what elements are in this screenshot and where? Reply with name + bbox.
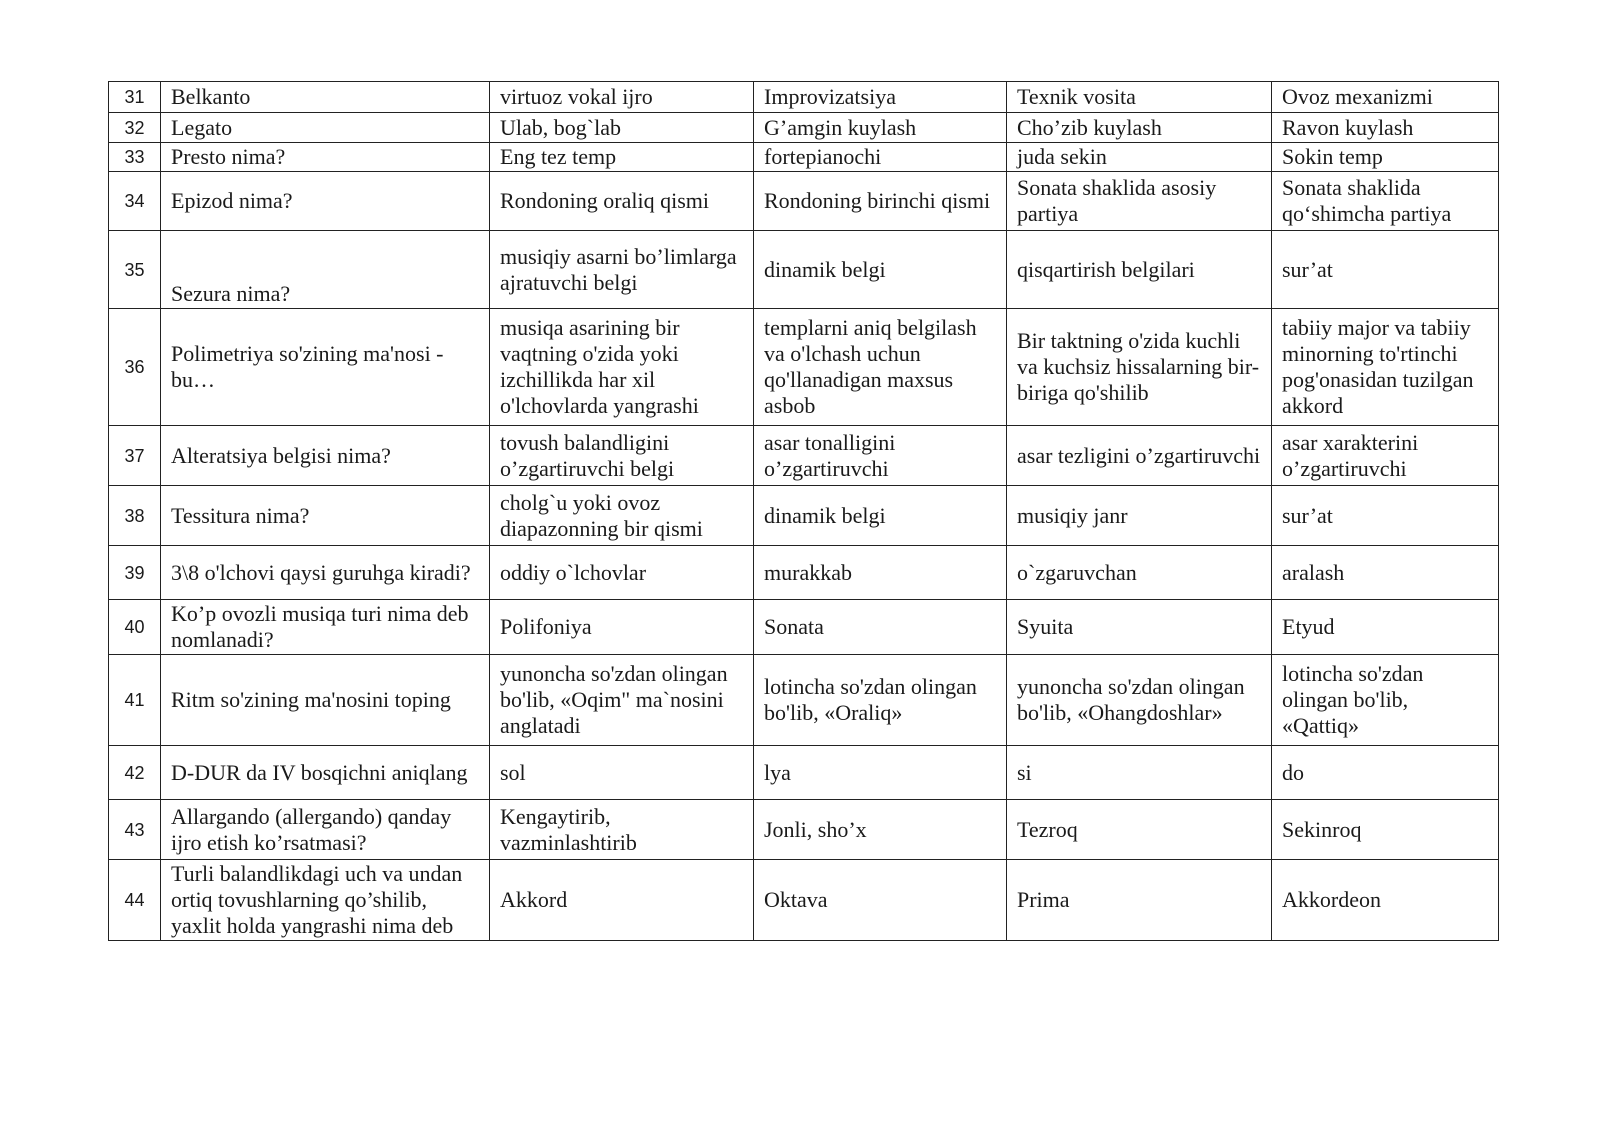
answer-d-cell: aralash xyxy=(1272,546,1499,600)
answer-c-cell: si xyxy=(1007,746,1272,800)
table-row xyxy=(109,231,1499,309)
answer-c-cell: Syuita xyxy=(1007,600,1272,655)
answer-c-cell: Bir taktning o'zida kuchli va kuchsiz hissalarning bir-biriga qo'shilib xyxy=(1007,309,1272,426)
row-number: 31 xyxy=(109,82,161,113)
answer-a-cell: Kengaytirib, vazminlashtirib xyxy=(490,800,754,860)
question-cell: Ritm so'zining ma'nosini toping xyxy=(161,655,490,746)
table-row xyxy=(109,172,1499,231)
answer-d-cell: sur’at xyxy=(1272,231,1499,309)
row-number: 40 xyxy=(109,600,161,655)
answer-d-cell: sur’at xyxy=(1272,486,1499,546)
question-cell: Ko’p ovozli musiqa turi nima deb nomlanadi? xyxy=(161,600,490,655)
answer-b-cell: Sonata xyxy=(754,600,1007,655)
row-number: 38 xyxy=(109,486,161,546)
row-number: 42 xyxy=(109,746,161,800)
answer-b-cell: templarni aniq belgilash va o'lchash uchun qo'llanadigan maxsus asbob xyxy=(754,309,1007,426)
answer-a-cell: virtuoz vokal ijro xyxy=(490,82,754,113)
table-row xyxy=(109,82,1499,113)
answer-c-cell: juda sekin xyxy=(1007,143,1272,172)
row-number: 41 xyxy=(109,655,161,746)
answer-a-cell: Akkord xyxy=(490,860,754,941)
quiz-table xyxy=(108,81,1499,941)
answer-b-cell: dinamik belgi xyxy=(754,231,1007,309)
answer-b-cell: lya xyxy=(754,746,1007,800)
question-cell: Alteratsiya belgisi nima? xyxy=(161,426,490,486)
answer-d-cell: Akkordeon xyxy=(1272,860,1499,941)
answer-a-cell: musiqiy asarni bo’limlarga ajratuvchi belgi xyxy=(490,231,754,309)
table-row xyxy=(109,800,1499,860)
answer-c-cell: Prima xyxy=(1007,860,1272,941)
answer-a-cell: cholg`u yoki ovoz diapazonning bir qismi xyxy=(490,486,754,546)
question-cell: Legato xyxy=(161,113,490,143)
answer-b-cell: dinamik belgi xyxy=(754,486,1007,546)
answer-c-cell: Cho’zib kuylash xyxy=(1007,113,1272,143)
row-number: 44 xyxy=(109,860,161,941)
answer-d-cell: Sekinroq xyxy=(1272,800,1499,860)
answer-b-cell: murakkab xyxy=(754,546,1007,600)
answer-c-cell: qisqartirish belgilari xyxy=(1007,231,1272,309)
row-number: 33 xyxy=(109,143,161,172)
answer-d-cell: Ovoz mexanizmi xyxy=(1272,82,1499,113)
answer-c-cell: Sonata shaklida asosiy partiya xyxy=(1007,172,1272,231)
answer-b-cell: Improvizatsiya xyxy=(754,82,1007,113)
answer-b-cell: lotincha so'zdan olingan bo'lib, «Oraliq» xyxy=(754,655,1007,746)
answer-c-cell: Texnik vosita xyxy=(1007,82,1272,113)
question-cell: Epizod nima? xyxy=(161,172,490,231)
question-cell: Belkanto xyxy=(161,82,490,113)
table-row xyxy=(109,426,1499,486)
question-cell: Tessitura nima? xyxy=(161,486,490,546)
answer-d-cell: Ravon kuylash xyxy=(1272,113,1499,143)
answer-b-cell: Jonli, sho’x xyxy=(754,800,1007,860)
answer-b-cell: Rondoning birinchi qismi xyxy=(754,172,1007,231)
answer-c-cell: yunoncha so'zdan olingan bo'lib, «Ohangdoshlar» xyxy=(1007,655,1272,746)
answer-a-cell: Rondoning oraliq qismi xyxy=(490,172,754,231)
row-number: 39 xyxy=(109,546,161,600)
answer-a-cell: Polifoniya xyxy=(490,600,754,655)
answer-b-cell: G’amgin kuylash xyxy=(754,113,1007,143)
answer-d-cell: Sokin temp xyxy=(1272,143,1499,172)
answer-b-cell: Oktava xyxy=(754,860,1007,941)
answer-a-cell: Eng tez temp xyxy=(490,143,754,172)
question-cell: D-DUR da IV bosqichni aniqlang xyxy=(161,746,490,800)
table-row xyxy=(109,655,1499,746)
question-cell: Polimetriya so'zining ma'nosi - bu… xyxy=(161,309,490,426)
table-row xyxy=(109,113,1499,143)
answer-d-cell: asar xarakterini o’zgartiruvchi xyxy=(1272,426,1499,486)
table-row xyxy=(109,746,1499,800)
table-row xyxy=(109,600,1499,655)
row-number: 32 xyxy=(109,113,161,143)
table-row xyxy=(109,143,1499,172)
row-number: 34 xyxy=(109,172,161,231)
question-cell: Sezura nima? xyxy=(161,231,490,309)
question-cell: 3\8 o'lchovi qaysi guruhga kiradi? xyxy=(161,546,490,600)
answer-c-cell: asar tezligini o’zgartiruvchi xyxy=(1007,426,1272,486)
answer-a-cell: yunoncha so'zdan olingan bo'lib, «Oqim" ma`nosini anglatadi xyxy=(490,655,754,746)
table-row xyxy=(109,309,1499,426)
answer-c-cell: musiqiy janr xyxy=(1007,486,1272,546)
answer-a-cell: sol xyxy=(490,746,754,800)
row-number: 35 xyxy=(109,231,161,309)
table-row xyxy=(109,486,1499,546)
answer-b-cell: asar tonalligini o’zgartiruvchi xyxy=(754,426,1007,486)
answer-c-cell: Tezroq xyxy=(1007,800,1272,860)
question-cell: Turli balandlikdagi uch va undan ortiq tovushlarning qo’shilib, yaxlit holda yangrashi nima deb xyxy=(161,860,490,941)
answer-a-cell: oddiy o`lchovlar xyxy=(490,546,754,600)
answer-d-cell: Etyud xyxy=(1272,600,1499,655)
row-number: 37 xyxy=(109,426,161,486)
answer-d-cell: do xyxy=(1272,746,1499,800)
row-number: 43 xyxy=(109,800,161,860)
question-cell: Allargando (allergando) qanday ijro etish ko’rsatmasi? xyxy=(161,800,490,860)
answer-d-cell: lotincha so'zdan olingan bo'lib, «Qattiq» xyxy=(1272,655,1499,746)
question-cell: Presto nima? xyxy=(161,143,490,172)
table-row xyxy=(109,860,1499,941)
answer-d-cell: tabiiy major va tabiiy minorning to'rtinchi pog'onasidan tuzilgan akkord xyxy=(1272,309,1499,426)
answer-a-cell: tovush balandligini o’zgartiruvchi belgi xyxy=(490,426,754,486)
answer-c-cell: o`zgaruvchan xyxy=(1007,546,1272,600)
answer-a-cell: musiqa asarining bir vaqtning o'zida yoki izchillikda har xil o'lchovlarda yangrashi xyxy=(490,309,754,426)
table-row xyxy=(109,546,1499,600)
answer-d-cell: Sonata shaklida qo‘shimcha partiya xyxy=(1272,172,1499,231)
row-number: 36 xyxy=(109,309,161,426)
answer-b-cell: fortepianochi xyxy=(754,143,1007,172)
answer-a-cell: Ulab, bog`lab xyxy=(490,113,754,143)
